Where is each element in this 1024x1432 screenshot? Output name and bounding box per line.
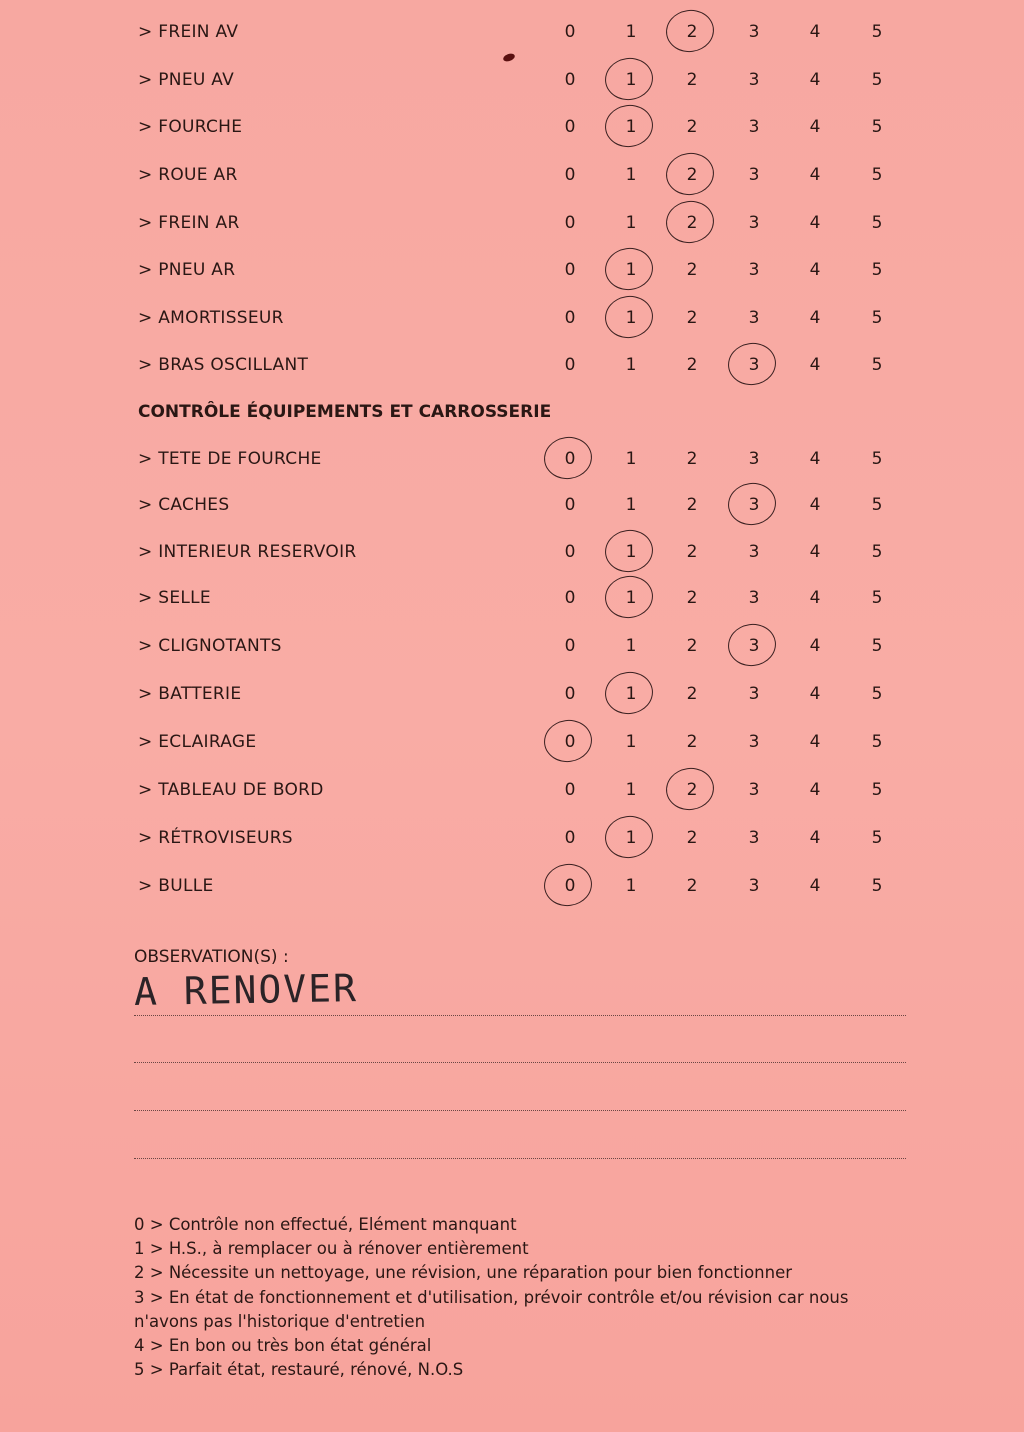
checklist-row	[0, 578, 1024, 618]
checklist-item-label: > CLIGNOTANTS	[138, 636, 282, 656]
rating-option: 4	[809, 828, 821, 848]
legend-item: 1 > H.S., à remplacer ou à rénover entièrement	[134, 1239, 529, 1259]
rating-option: 3	[748, 308, 760, 328]
rating-option: 5	[871, 495, 883, 515]
rating-option: 5	[871, 684, 883, 704]
rating-option: 3	[748, 828, 760, 848]
rating-option: 4	[809, 117, 821, 137]
rating-value: 2	[686, 22, 698, 42]
rating-option: 4	[809, 260, 821, 280]
rating-legend	[134, 1213, 904, 1382]
rating-option: 3	[748, 213, 760, 233]
rating-option: 5	[871, 828, 883, 848]
rating-value: 0	[564, 449, 576, 469]
rating-option: 0	[564, 636, 576, 656]
selected-rating-circle	[663, 150, 716, 198]
checklist-item-label: > BATTERIE	[138, 684, 242, 704]
rating-value: 1	[625, 828, 637, 848]
rating-value: 1	[625, 588, 637, 608]
rating-value: 1	[625, 308, 637, 328]
checklist-item-label: > SELLE	[138, 588, 211, 608]
rating-option: 1	[625, 636, 637, 656]
rating-option: 0	[564, 260, 576, 280]
rating-option: 3	[748, 117, 760, 137]
rating-option: 3	[748, 542, 760, 562]
checklist-row	[0, 12, 1024, 52]
rating-option: 3	[748, 588, 760, 608]
rating-option: 5	[871, 588, 883, 608]
observation-line	[134, 1062, 906, 1063]
checklist-item-label: > TETE DE FOURCHE	[138, 449, 322, 469]
observation-line	[134, 1158, 906, 1159]
rating-option	[619, 684, 643, 704]
observations-handwritten-note: A RENOVER	[133, 966, 359, 1014]
rating-option: 1	[625, 732, 637, 752]
selected-rating-circle	[602, 245, 655, 293]
rating-option	[619, 828, 643, 848]
observation-line	[134, 1015, 906, 1016]
rating-option: 4	[809, 308, 821, 328]
checklist-row	[0, 155, 1024, 195]
checklist-item-label: > AMORTISSEUR	[138, 308, 284, 328]
rating-value: 3	[748, 495, 760, 515]
rating-option: 1	[625, 876, 637, 896]
rating-option	[619, 70, 643, 90]
rating-option: 1	[625, 449, 637, 469]
rating-option: 5	[871, 260, 883, 280]
rating-value: 1	[625, 684, 637, 704]
observations-label: OBSERVATION(S) :	[134, 947, 289, 967]
rating-option	[680, 213, 704, 233]
rating-option: 2	[686, 117, 698, 137]
selected-rating-circle	[602, 102, 655, 150]
rating-option: 1	[625, 780, 637, 800]
rating-option: 5	[871, 70, 883, 90]
rating-option: 3	[748, 70, 760, 90]
rating-option: 0	[564, 355, 576, 375]
rating-option: 2	[686, 684, 698, 704]
legend-item: 2 > Nécessite un nettoyage, une révision, une réparation pour bien fonctionner	[134, 1263, 793, 1283]
rating-option: 3	[748, 732, 760, 752]
rating-option: 3	[748, 684, 760, 704]
rating-option: 0	[564, 780, 576, 800]
selected-rating-circle	[602, 293, 655, 341]
checklist-row	[0, 818, 1024, 858]
rating-option: 5	[871, 542, 883, 562]
rating-option: 4	[809, 542, 821, 562]
rating-value: 3	[748, 636, 760, 656]
rating-option: 2	[686, 70, 698, 90]
checklist-row	[0, 345, 1024, 385]
legend-item: 4 > En bon ou très bon état général	[134, 1336, 432, 1356]
legend-item: 0 > Contrôle non effectué, Elément manquant	[134, 1215, 517, 1234]
rating-option: 5	[871, 732, 883, 752]
checklist-row	[0, 866, 1024, 906]
rating-option: 3	[748, 165, 760, 185]
checklist-row	[0, 250, 1024, 290]
rating-option	[742, 355, 766, 375]
rating-option: 4	[809, 684, 821, 704]
rating-option: 2	[686, 542, 698, 562]
rating-option: 3	[748, 780, 760, 800]
selected-rating-circle	[663, 7, 716, 55]
rating-option: 1	[625, 495, 637, 515]
rating-option: 4	[809, 732, 821, 752]
rating-option: 0	[564, 308, 576, 328]
checklist-row	[0, 626, 1024, 666]
rating-option: 0	[564, 213, 576, 233]
checklist-item-label: > TABLEAU DE BORD	[138, 780, 324, 800]
rating-option: 2	[686, 449, 698, 469]
rating-option: 0	[564, 70, 576, 90]
rating-option: 2	[686, 732, 698, 752]
rating-option	[742, 495, 766, 515]
checklist-item-label: > BULLE	[138, 876, 214, 896]
rating-option	[619, 308, 643, 328]
rating-option: 2	[686, 588, 698, 608]
rating-option: 0	[564, 495, 576, 515]
rating-option: 0	[564, 165, 576, 185]
legend-item: 3 > En état de fonctionnement et d'utilisation, prévoir contrôle et/ou révision car nous n'avons pas l'historique d'entretien	[134, 1287, 849, 1331]
rating-option: 4	[809, 636, 821, 656]
rating-option: 5	[871, 449, 883, 469]
rating-option	[619, 542, 643, 562]
rating-option: 2	[686, 260, 698, 280]
checklist-item-label: > ROUE AR	[138, 165, 238, 185]
checklist-item-label: > CACHES	[138, 495, 230, 515]
rating-option: 4	[809, 70, 821, 90]
checklist-row	[0, 107, 1024, 147]
rating-option	[680, 780, 704, 800]
selected-rating-circle	[725, 621, 778, 669]
rating-option: 2	[686, 636, 698, 656]
rating-option: 2	[686, 495, 698, 515]
rating-value: 0	[564, 876, 576, 896]
rating-value: 2	[686, 165, 698, 185]
selected-rating-circle	[541, 434, 594, 482]
rating-option: 5	[871, 780, 883, 800]
rating-option: 5	[871, 213, 883, 233]
rating-option	[558, 732, 582, 752]
observation-line	[134, 1110, 906, 1111]
rating-value: 0	[564, 732, 576, 752]
rating-option: 0	[564, 117, 576, 137]
section-title-equipment: CONTRÔLE ÉQUIPEMENTS ET CARROSSERIE	[138, 402, 552, 422]
rating-option: 3	[748, 449, 760, 469]
rating-option: 5	[871, 876, 883, 896]
checklist-item-label: > FOURCHE	[138, 117, 243, 137]
rating-value: 2	[686, 780, 698, 800]
checklist-item-label: > PNEU AR	[138, 260, 236, 280]
rating-option: 4	[809, 780, 821, 800]
checklist-row	[0, 60, 1024, 100]
rating-value: 1	[625, 260, 637, 280]
rating-option: 3	[748, 876, 760, 896]
rating-option: 3	[748, 260, 760, 280]
rating-option: 5	[871, 308, 883, 328]
checklist-item-label: > FREIN AV	[138, 22, 239, 42]
rating-option: 2	[686, 828, 698, 848]
rating-option: 5	[871, 22, 883, 42]
rating-value: 1	[625, 542, 637, 562]
rating-option: 0	[564, 828, 576, 848]
rating-option: 1	[625, 165, 637, 185]
rating-option: 4	[809, 165, 821, 185]
rating-option	[558, 449, 582, 469]
checklist-item-label: > RÉTROVISEURS	[138, 828, 293, 848]
rating-option: 5	[871, 355, 883, 375]
rating-option	[619, 588, 643, 608]
rating-option: 4	[809, 449, 821, 469]
rating-option	[619, 260, 643, 280]
rating-option: 4	[809, 22, 821, 42]
rating-option: 5	[871, 165, 883, 185]
checklist-row	[0, 674, 1024, 714]
checklist-item-label: > ECLAIRAGE	[138, 732, 257, 752]
rating-option	[619, 117, 643, 137]
checklist-row	[0, 770, 1024, 810]
rating-value: 1	[625, 70, 637, 90]
checklist-row	[0, 203, 1024, 243]
rating-option: 5	[871, 636, 883, 656]
rating-option: 4	[809, 495, 821, 515]
checklist-row	[0, 532, 1024, 572]
selected-rating-circle	[725, 480, 778, 528]
selected-rating-circle	[602, 669, 655, 717]
selected-rating-circle	[663, 198, 716, 246]
checklist-row	[0, 722, 1024, 762]
selected-rating-circle	[602, 813, 655, 861]
rating-option: 4	[809, 213, 821, 233]
selected-rating-circle	[602, 55, 655, 103]
rating-option: 1	[625, 355, 637, 375]
rating-option: 4	[809, 355, 821, 375]
rating-option	[680, 22, 704, 42]
rating-option: 5	[871, 117, 883, 137]
checklist-row	[0, 439, 1024, 479]
rating-option: 2	[686, 355, 698, 375]
rating-option: 4	[809, 876, 821, 896]
rating-option	[558, 876, 582, 896]
rating-option: 2	[686, 876, 698, 896]
selected-rating-circle	[541, 717, 594, 765]
selected-rating-circle	[541, 861, 594, 909]
rating-option: 0	[564, 684, 576, 704]
checklist-item-label: > INTERIEUR RESERVOIR	[138, 542, 357, 562]
selected-rating-circle	[725, 340, 778, 388]
legend-item: 5 > Parfait état, restauré, rénové, N.O.S	[134, 1360, 464, 1380]
rating-value: 2	[686, 213, 698, 233]
checklist-row	[0, 485, 1024, 525]
rating-value: 3	[748, 355, 760, 375]
rating-option: 0	[564, 542, 576, 562]
rating-option: 0	[564, 22, 576, 42]
checklist-row	[0, 298, 1024, 338]
rating-option: 0	[564, 588, 576, 608]
checklist-item-label: > PNEU AV	[138, 70, 235, 90]
rating-option: 4	[809, 588, 821, 608]
rating-option: 3	[748, 22, 760, 42]
rating-value: 1	[625, 117, 637, 137]
rating-option	[680, 165, 704, 185]
rating-option	[742, 636, 766, 656]
rating-option: 1	[625, 22, 637, 42]
selected-rating-circle	[663, 765, 716, 813]
rating-option: 1	[625, 213, 637, 233]
checklist-item-label: > BRAS OSCILLANT	[138, 355, 309, 375]
selected-rating-circle	[602, 527, 655, 575]
selected-rating-circle	[602, 573, 655, 621]
rating-option: 2	[686, 308, 698, 328]
checklist-item-label: > FREIN AR	[138, 213, 240, 233]
